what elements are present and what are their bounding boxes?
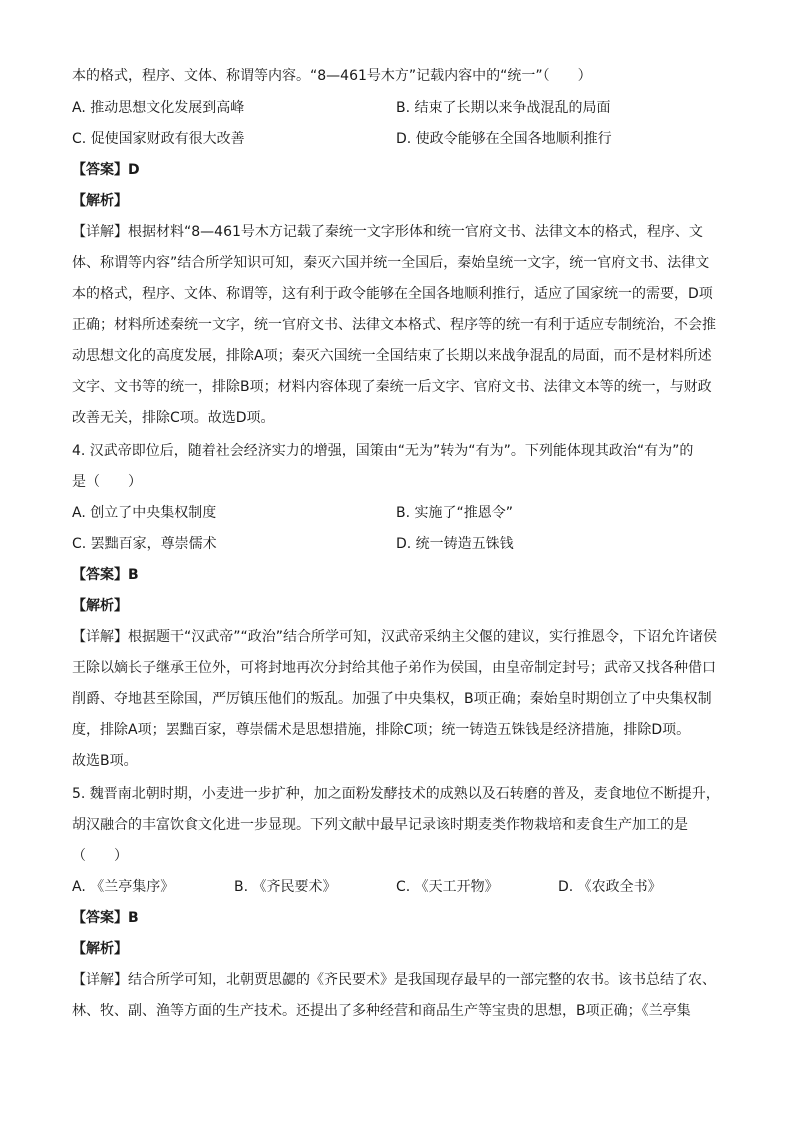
q4-explanation-line: 削爵、夺地甚至除国，严厉镇压他们的叛乱。加强了中央集权，B项正确；秦始皇时期创立了中央集权制 xyxy=(72,691,712,707)
q5-stem: 胡汉融合的丰富饮食文化进一步显现。下列文献中最早记录该时期麦类作物栽培和麦食生产加工的是 xyxy=(72,817,688,833)
q4-explanation-line: 王除以嫡长子继承王位外，可将封地再次分封给其他子弟作为侯国，由皇帝制定封号；武帝又找各种借口 xyxy=(72,660,716,676)
q3-analysis-heading: 【解析】 xyxy=(72,193,128,209)
q3-option-a: A. 推动思想文化发展到高峰 xyxy=(72,100,245,116)
q4-answer: 【答案】B xyxy=(72,567,139,583)
q3-explanation-line: 体、称谓等内容”结合所学知识可知，秦灭六国并统一全国后，秦始皇统一文字，统一官府文书、法律文 xyxy=(72,255,710,271)
q5-stem: 5. 魏晋南北朝时期，小麦进一步扩种，加之面粉发酵技术的成熟以及石转磨的普及，麦食地位不断提升， xyxy=(72,786,720,802)
q5-option-b: B. 《齐民要术》 xyxy=(234,879,337,895)
q4-explanation-line: 故选B项。 xyxy=(72,753,138,769)
q5-explanation-line: 林、牧、副、渔等方面的生产技术。还提出了多种经营和商品生产等宝贵的思想，B项正确；《兰亭集 xyxy=(72,1003,691,1019)
q3-explanation-line: 文字、文书等的统一，排除B项；材料内容体现了秦统一后文字、官府文书、法律文本等的统一，与财政 xyxy=(72,379,712,395)
q5-option-d: D. 《农政全书》 xyxy=(558,879,662,895)
q5-answer: 【答案】B xyxy=(72,910,139,926)
q3-option-c: C. 促使国家财政有很大改善 xyxy=(72,131,245,147)
q3-explanation-line: 【详解】根据材料“8—461号木方记载了秦统一文字形体和统一官府文书、法律文本的格式，程序、文 xyxy=(72,224,703,240)
q4-explanation-line: 【详解】根据题干“汉武帝”“政治”结合所学可知，汉武帝采纳主父偃的建议，实行推恩令，下诏允许诸侯 xyxy=(72,629,718,645)
q4-stem: 是（ ） xyxy=(72,474,142,490)
q4-option-a: A. 创立了中央集权制度 xyxy=(72,505,217,521)
q4-option-c: C. 罢黜百家，尊崇儒术 xyxy=(72,536,217,552)
q3-explanation-line: 正确；材料所述秦统一文字，统一官府文书、法律文本格式、程序等的统一有利于适应专制统治，不会推 xyxy=(72,317,716,333)
q4-option-d: D. 统一铸造五铢钱 xyxy=(396,536,514,552)
q4-analysis-heading: 【解析】 xyxy=(72,598,128,614)
q4-option-b: B. 实施了“推恩令” xyxy=(396,505,514,521)
q5-analysis-heading: 【解析】 xyxy=(72,941,128,957)
q3-answer: 【答案】D xyxy=(72,162,140,178)
q3-explanation-line: 动思想文化的高度发展，排除A项；秦灭六国统一全国结束了长期以来战争混乱的局面，而不是材料所述 xyxy=(72,348,712,364)
q3-option-d: D. 使政令能够在全国各地顺利推行 xyxy=(396,131,612,147)
q3-explanation-line: 改善无关，排除C项。故选D项。 xyxy=(72,410,275,426)
q4-stem: 4. 汉武帝即位后，随着社会经济实力的增强，国策由“无为”转为“有为”。下列能体现其政治“有为”的 xyxy=(72,443,694,459)
q5-option-a: A. 《兰亭集序》 xyxy=(72,879,175,895)
q3-option-b: B. 结束了长期以来争战混乱的局面 xyxy=(396,100,611,116)
q3-explanation-line: 本的格式，程序、文体、称谓等，这有利于政令能够在全国各地顺利推行，适应了国家统一的需要，D项 xyxy=(72,286,713,302)
q5-stem: （ ） xyxy=(72,848,128,864)
q5-option-c: C. 《天工开物》 xyxy=(396,879,499,895)
q5-explanation-line: 【详解】结合所学可知，北朝贾思勰的《齐民要术》是我国现存最早的一部完整的农书。该书总结了农、 xyxy=(72,972,716,988)
q4-explanation-line: 度，排除A项；罢黜百家，尊崇儒术是思想措施，排除C项；统一铸造五铢钱是经济措施，排除D项。 xyxy=(72,722,691,738)
q3-stem-tail: 本的格式，程序、文体、称谓等内容。“8—461号木方”记载内容中的“统一”（ ） xyxy=(72,68,592,84)
